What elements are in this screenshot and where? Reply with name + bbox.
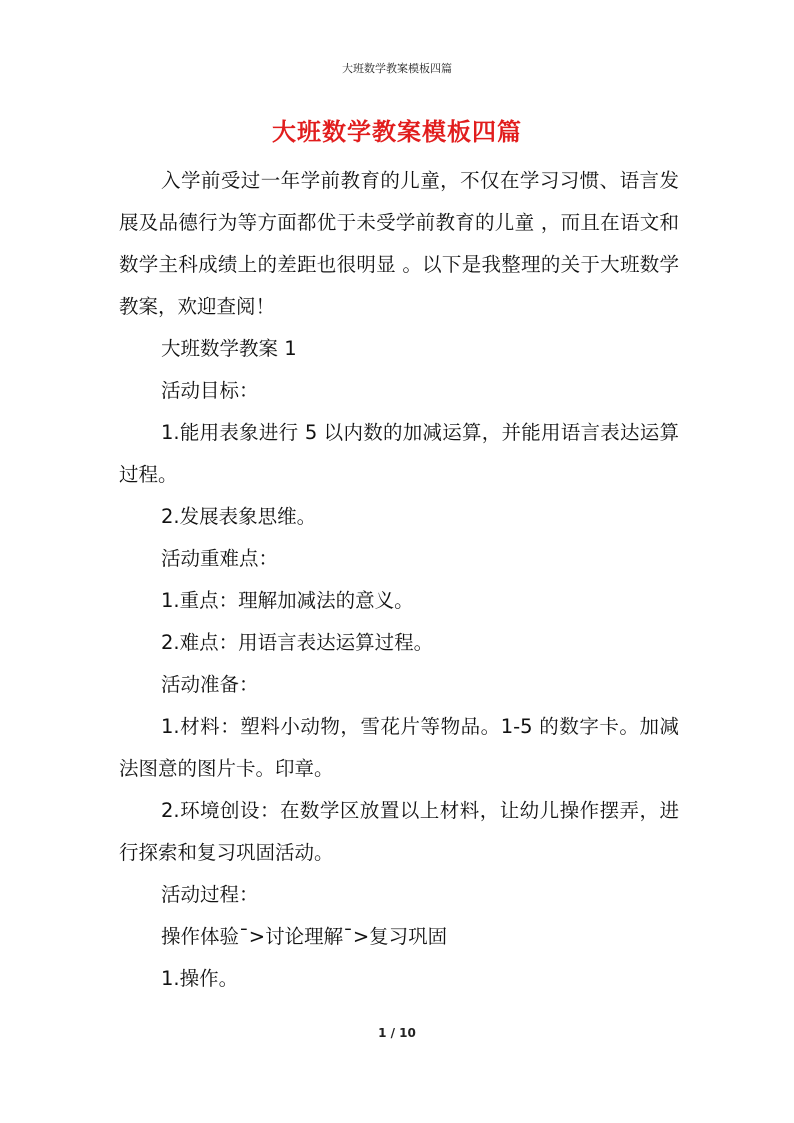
focus-item-1: 1.重点：理解加减法的意义。 [161,589,414,612]
focus-item-2: 2.难点：用语言表达运算过程。 [161,631,434,654]
document-title: 大班数学教案模板四篇 [272,118,522,146]
step-item-1: 1.操作。 [161,967,239,990]
prep-item-2: 2.环境创设：在数学区放置以上材料，让幼儿操作摆弄，进行探索和复习巩固活动。 [119,799,679,864]
lesson-heading: 大班数学教案 1 [161,337,297,360]
goals-heading: 活动目标： [161,379,259,402]
process-heading: 活动过程： [161,883,259,906]
goal-item-2: 2.发展表象思维。 [161,505,317,528]
running-header: 大班数学教案模板四篇 [342,62,452,75]
focus-heading: 活动重难点： [161,547,279,570]
process-flow: 操作体验¯>讨论理解¯>复习巩固 [161,925,448,948]
intro-paragraph: 入学前受过一年学前教育的儿童，不仅在学习习惯、语言发展及品德行为等方面都优于未受学前教育的儿童 ，而且在语文和数学主科成绩上的差距也很明显 。以下是我整理的关于大班数学教案，欢迎查阅！ [119,169,679,318]
page-indicator: 1 / 10 [378,1026,416,1040]
goal-item-1: 1.能用表象进行 5 以内数的加减运算，并能用语言表达运算过程。 [119,421,679,486]
document-body [119,160,679,1000]
prep-item-1: 1.材料：塑料小动物，雪花片等物品。1-5 的数字卡。加减法图意的图片卡。印章。 [119,715,679,780]
prep-heading: 活动准备： [161,673,259,696]
